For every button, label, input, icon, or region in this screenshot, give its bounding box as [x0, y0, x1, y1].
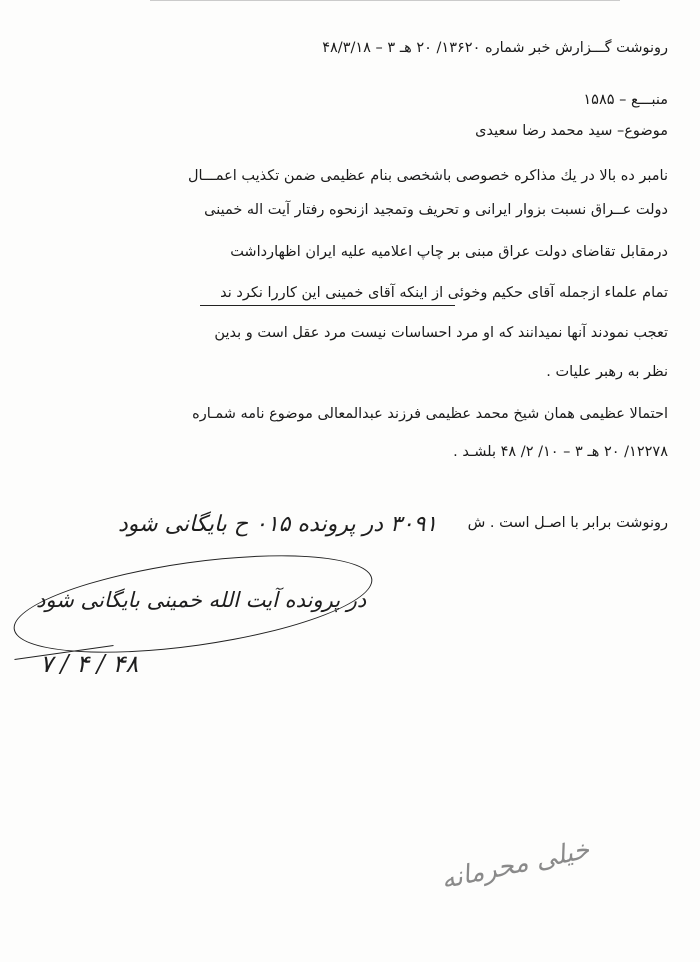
- body-line: تمام علماء ازجمله آقای حكیم وخوئی از اینكه آقای خمینی این كاررا نكرد ند: [220, 285, 668, 301]
- closing-line: ۱۲۲۷۸/ ۲۰ هـ ۳ – ۱۰/ ۲/ ۴۸ بلشـد .: [453, 444, 668, 460]
- handwritten-underline: [200, 305, 455, 306]
- circled-handwritten-note: در پرونده آیت الله خمینی بایگانی شود: [36, 588, 367, 612]
- certification-line: رونوشت برابر با اصـل است . ش: [467, 515, 668, 531]
- closing-line: احتمالا عظیمی همان شیخ محمد عظیمی فرزند عبدالمعالی موضوع نامه شمـاره: [192, 406, 668, 422]
- body-line: دولت عــراق نسبت بزوار ایرانی و تحریف وتمجید ازنحوه رفتار آیت اله خمینی: [204, 202, 668, 218]
- report-header-line: رونوشت گـــزارش خبر شماره ۱۳۶۲۰/ ۲۰ هـ ۳ – ۴۸/۳/۱۸: [322, 40, 668, 56]
- subject-line: موضوع– سید محمد رضا سعیدی: [475, 123, 668, 139]
- body-line: نظر به رهبر علیات .: [546, 364, 668, 380]
- handwritten-filing-note: ۳۰۹۱ در پرونده ۰۱۵ ح بایگانی شود: [118, 512, 438, 537]
- handwritten-date: ۴۸ / ۴ / ۷: [40, 650, 139, 678]
- body-line: نامبر ده بالا در یك مذاكره خصوصی باشخصی بنام عظیمی ضمن تكذیب اعمـــال: [188, 168, 668, 184]
- source-line: منبـــع – ۱۵۸۵: [583, 92, 668, 108]
- top-edge-mark: [150, 0, 620, 6]
- classification-stamp: خیلی محرمانه: [438, 834, 593, 896]
- body-line: درمقابل تقاضای دولت عراق مبنی بر چاپ اعلامیه علیه ایران اظهارداشت: [230, 244, 668, 260]
- body-line: تعجب نمودند آنها نمیدانند كه او مرد احساسات نیست مرد عقل است و بدین: [214, 325, 668, 341]
